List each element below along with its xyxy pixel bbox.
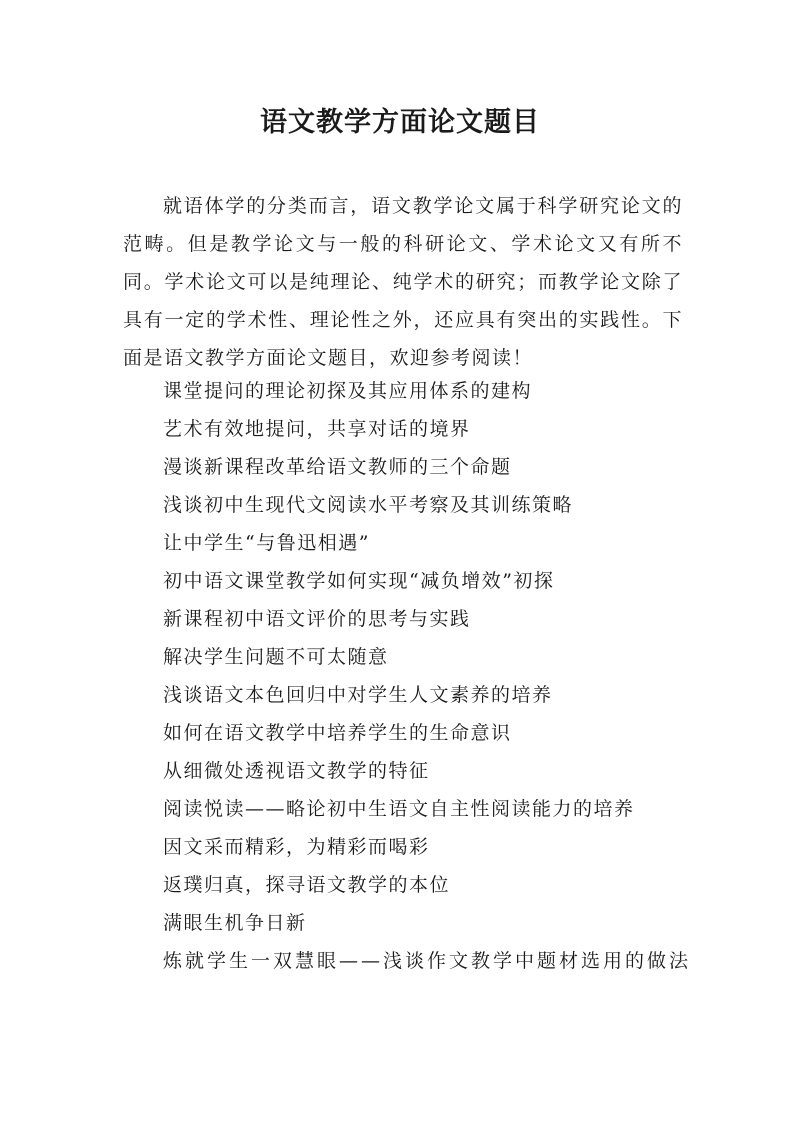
topic-item: 阅读悦读——略论初中生语文自主性阅读能力的培养 <box>163 798 635 820</box>
topic-item: 让中学生“与鲁迅相遇” <box>163 532 370 554</box>
topic-item: 新课程初中语文评价的思考与实践 <box>163 608 471 630</box>
topic-item: 如何在语文教学中培养学生的生命意识 <box>163 722 512 744</box>
topic-item: 从细微处透视语文教学的特征 <box>163 760 430 782</box>
topic-item: 课堂提问的理论初探及其应用体系的建构 <box>163 380 533 402</box>
topic-item: 艺术有效地提问，共享对话的境界 <box>163 418 471 440</box>
document-title: 语文教学方面论文题目 <box>260 107 540 138</box>
topic-item: 因文采而精彩，为精彩而喝彩 <box>163 836 430 858</box>
topic-list <box>123 372 693 980</box>
topic-item: 浅谈初中生现代文阅读水平考察及其训练策略 <box>163 494 574 516</box>
topic-item: 解决学生问题不可太随意 <box>163 646 389 668</box>
intro-paragraph: 就语体学的分类而言，语文教学论文属于科学研究论文的范畴。但是教学论文与一般的科研论文、学术论文又有所不同。学术论文可以是纯理论、纯学术的研究；而教学论文除了具有一定的学术性、理论性之外，还应具有突出的实践性。下面是语文教学方面论文题目，欢迎参考阅读！ <box>123 195 683 369</box>
topic-item: 初中语文课堂教学如何实现“减负增效”初探 <box>163 570 555 592</box>
topic-item: 浅谈语文本色回归中对学生人文素养的培养 <box>163 684 553 706</box>
topic-item: 满眼生机争日新 <box>163 912 307 934</box>
topic-item: 炼就学生一双慧眼——浅谈作文教学中题材选用的做法 <box>163 950 692 972</box>
topic-item: 返璞归真，探寻语文教学的本位 <box>163 874 451 896</box>
topic-item: 漫谈新课程改革给语文教师的三个命题 <box>163 456 512 478</box>
